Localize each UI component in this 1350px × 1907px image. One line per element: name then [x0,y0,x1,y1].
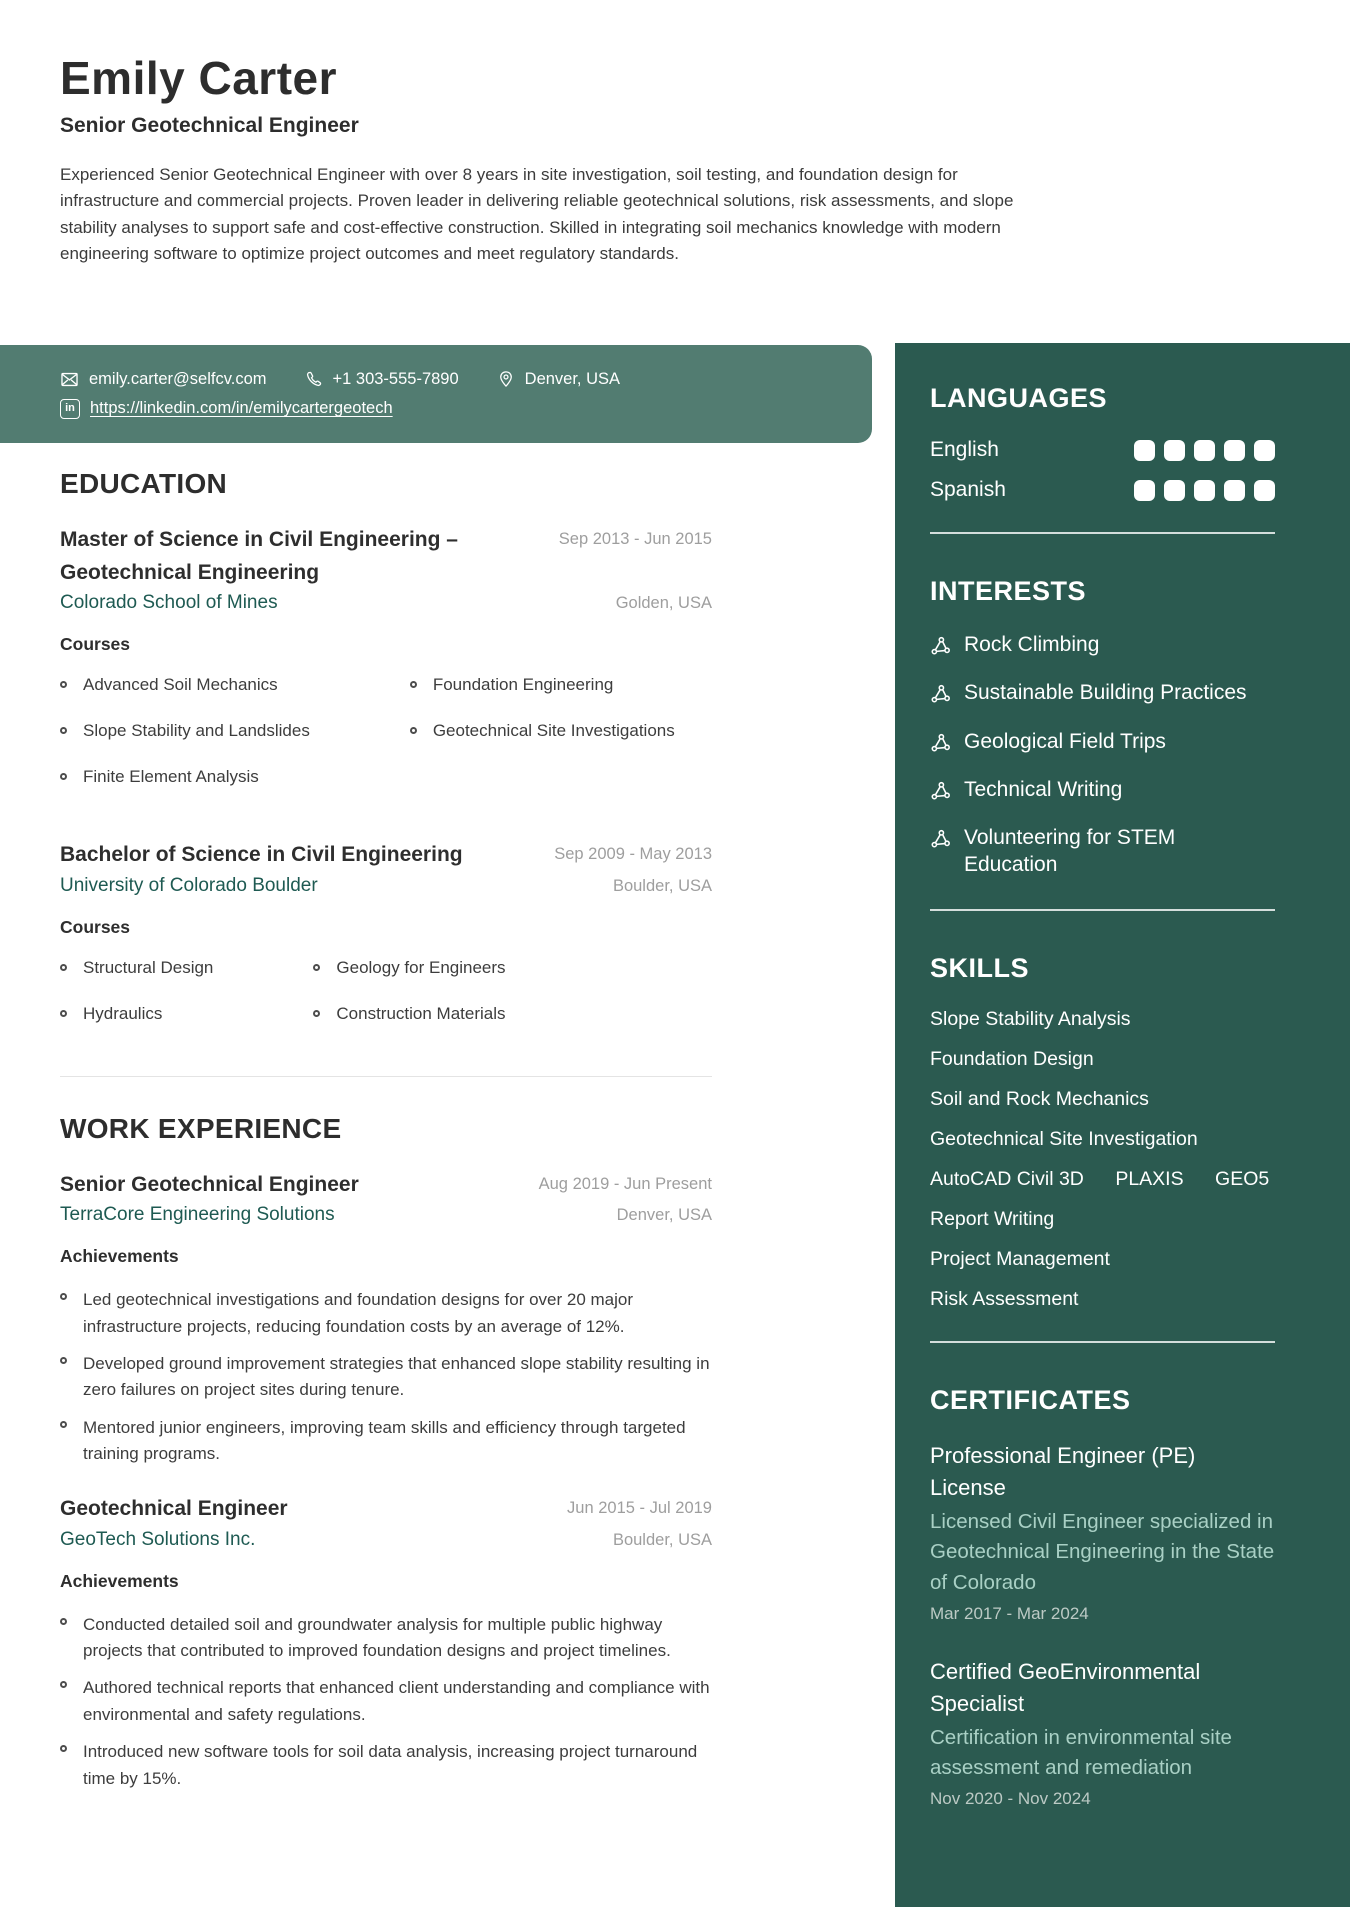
job-location: Boulder, USA [612,1530,712,1549]
level-dot [1164,480,1185,501]
achievements-label: Achievements [60,1246,179,1267]
course-item: Slope Stability and Landslides [60,721,310,741]
course-item: Geology for Engineers [313,958,505,978]
course-item: Construction Materials [313,1004,505,1024]
job-dates: Aug 2019 - Jun Present [538,1174,712,1193]
degree-dates: Sep 2009 - May 2013 [554,845,712,864]
achievements-list [60,1612,712,1792]
level-dot [1224,440,1245,461]
achievement-item: Introduced new software tools for soil data analysis, increasing project turnaround time by 15%. [60,1739,712,1792]
skill-item: AutoCAD Civil 3D [930,1167,1084,1190]
job-dates: Jun 2015 - Jul 2019 [567,1499,712,1518]
course-item: Finite Element Analysis [60,767,310,787]
interest-item: Volunteering for STEM Education [930,824,1262,879]
certificate-dates: Nov 2020 - Nov 2024 [930,1789,1091,1809]
contact-phone[interactable] [305,370,459,389]
certificate-description: Licensed Civil Engineer specialized in Geotechnical Engineering in the State of Colorado [930,1509,1275,1595]
contact-email[interactable] [60,370,267,389]
degree-title: Master of Science in Civil Engineering – Geotechnical Engineering [60,528,458,584]
interest-item: Sustainable Building Practices [930,679,1262,711]
sidebar-divider [930,909,1275,911]
languages-section [930,383,1305,534]
level-dot [1254,480,1275,501]
skill-item-group [930,1168,1305,1191]
language-name: English [930,438,999,461]
level-dot [1254,440,1275,461]
achievements-label: Achievements [60,1570,179,1591]
circle-bullet-icon [60,1293,67,1300]
section-divider [60,1076,712,1077]
circle-bullet-icon [60,1681,67,1688]
company-name: GeoTech Solutions Inc. [60,1528,256,1550]
nodes-icon [930,824,951,856]
achievement-item: Conducted detailed soil and groundwater analysis for multiple public highway projects that contributed to improved foundation designs and project timelines. [60,1612,712,1665]
level-dot [1134,440,1155,461]
contact-row-primary [60,370,872,389]
circle-bullet-icon [313,1010,320,1017]
contact-location [497,370,620,389]
work-experience-section [60,1113,712,1792]
circle-bullet-icon [60,773,67,780]
job-title: Geotechnical Engineer [60,1497,288,1521]
skill-item: Slope Stability Analysis [930,1007,1131,1030]
certificate-name: Certified GeoEnvironmental Specialist [930,1658,1201,1716]
contact-bar [0,345,872,443]
school-name: University of Colorado Boulder [60,874,318,896]
achievement-item: Developed ground improvement strategies that enhanced slope stability resulting in zero failures on project sites during tenure. [60,1351,712,1404]
skills-section [930,953,1305,1343]
course-item: Geotechnical Site Investigations [410,721,675,741]
circle-bullet-icon [410,727,417,734]
contact-row-secondary [60,399,872,419]
work-experience-heading: WORK EXPERIENCE [60,1112,342,1144]
main-column [60,468,712,1818]
achievement-item: Mentored junior engineers, improving team skills and efficiency through targeted training programs. [60,1415,712,1468]
skill-item: Risk Assessment [930,1287,1079,1310]
interests-section [930,576,1305,911]
nodes-icon [930,679,951,711]
certificate-dates: Mar 2017 - Mar 2024 [930,1603,1089,1623]
phone-icon [305,370,323,388]
language-row [930,478,1275,502]
level-dot [1224,480,1245,501]
certificates-heading: CERTIFICATES [930,1384,1131,1415]
certificate-item [930,1440,1275,1624]
interests-heading: INTERESTS [930,576,1087,606]
professional-summary: Experienced Senior Geotechnical Engineer with over 8 years in site investigation, soil testing, and foundation design for infrastructure and commercial projects. Proven leader in delivering reliable geotechnical solutions, risk assessments, and slope stability analyses to support safe and cost-effective construction. Skilled in integrating soil mechanics knowledge with modern engineering software to optimize project outcomes and meet regulatory standards. [60,164,1014,264]
level-dot [1164,440,1185,461]
skill-item: Project Management [930,1247,1110,1270]
sidebar-divider [930,532,1275,534]
degree-title: Bachelor of Science in Civil Engineering [60,843,463,867]
contact-location-text: Denver, USA [524,369,621,388]
certificate-name: Professional Engineer (PE) License [930,1442,1196,1500]
sidebar-divider [930,1341,1275,1343]
course-item: Hydraulics [60,1004,213,1024]
circle-bullet-icon [60,1357,67,1364]
linkedin-link[interactable]: https://linkedin.com/in/emilycartergeotech [90,399,393,417]
education-entry [60,524,712,813]
contact-linkedin[interactable] [60,399,393,419]
nodes-icon [930,728,951,760]
school-location: Boulder, USA [612,876,712,895]
achievement-item: Authored technical reports that enhanced client understanding and compliance with environmental and safety regulations. [60,1675,712,1728]
person-name: Emily Carter [60,52,338,104]
level-dot [1194,440,1215,461]
person-job-title: Senior Geotechnical Engineer [60,113,359,137]
circle-bullet-icon [60,1421,67,1428]
contact-email-text: emily.carter@selfcv.com [89,369,267,388]
circle-bullet-icon [313,964,320,971]
achievements-list [60,1287,712,1467]
courses-list [60,675,712,813]
circle-bullet-icon [60,1618,67,1625]
skill-item: GEO5 [1215,1167,1270,1190]
degree-dates: Sep 2013 - Jun 2015 [558,530,712,548]
location-pin-icon [497,370,515,388]
envelope-icon [60,370,79,389]
language-name: Spanish [930,478,1006,501]
circle-bullet-icon [60,964,67,971]
certificate-description: Certification in environmental site assessment and remediation [930,1725,1232,1780]
skill-item: Foundation Design [930,1047,1094,1070]
interest-item: Technical Writing [930,776,1262,808]
course-item: Advanced Soil Mechanics [60,675,310,695]
skill-item: Report Writing [930,1207,1055,1230]
linkedin-icon: in [60,399,80,419]
job-entry [60,1493,712,1792]
resume-header [60,52,1050,268]
nodes-icon [930,776,951,808]
skills-heading: SKILLS [930,952,1030,983]
education-entry [60,839,712,1050]
nodes-icon [930,631,951,663]
level-dot [1134,480,1155,501]
courses-label: Courses [60,916,131,937]
education-section [60,468,712,1050]
skill-item: PLAXIS [1115,1167,1184,1190]
job-title: Senior Geotechnical Engineer [60,1172,359,1196]
courses-label: Courses [60,634,131,655]
course-item: Foundation Engineering [410,675,675,695]
course-item: Structural Design [60,958,213,978]
job-entry [60,1169,712,1468]
contact-phone-text: +1 303-555-7890 [332,369,459,388]
company-name: TerraCore Engineering Solutions [60,1204,335,1226]
job-location: Denver, USA [616,1206,712,1225]
language-row [930,438,1275,462]
level-dot [1194,480,1215,501]
circle-bullet-icon [60,727,67,734]
interest-item: Rock Climbing [930,631,1262,663]
certificate-item [930,1656,1275,1809]
language-level-dots [1134,440,1275,461]
education-heading: EDUCATION [60,468,228,499]
language-level-dots [1134,480,1275,501]
achievement-item: Led geotechnical investigations and foundation designs for over 20 major infrastructure projects, reducing foundation costs by an average of 12%. [60,1287,712,1340]
school-name: Colorado School of Mines [60,592,278,614]
circle-bullet-icon [410,681,417,688]
school-location: Golden, USA [615,594,712,613]
skill-item: Geotechnical Site Investigation [930,1127,1198,1150]
certificates-section [930,1385,1305,1809]
circle-bullet-icon [60,1745,67,1752]
courses-list [60,958,712,1050]
circle-bullet-icon [60,1010,67,1017]
sidebar [895,343,1350,1907]
languages-heading: LANGUAGES [930,383,1108,413]
circle-bullet-icon [60,681,67,688]
interest-item: Geological Field Trips [930,728,1262,760]
skill-item: Soil and Rock Mechanics [930,1087,1149,1110]
